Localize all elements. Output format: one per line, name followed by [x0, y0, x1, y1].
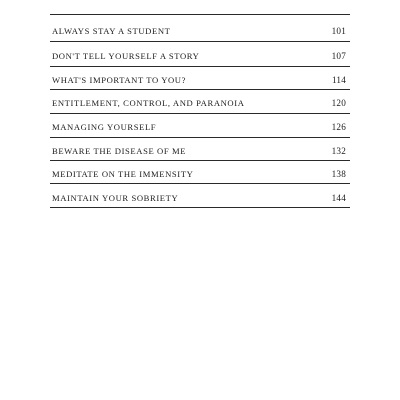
- toc-entry: [52, 121, 346, 133]
- divider: [50, 183, 350, 184]
- toc-entry: [52, 168, 346, 180]
- toc-entry-title: ALWAYS STAY A STUDENT: [52, 26, 171, 36]
- toc-entry-title: WHAT'S IMPORTANT TO YOU?: [52, 75, 187, 85]
- toc-entry-page: 120: [331, 98, 346, 108]
- toc-entry: [52, 97, 346, 109]
- toc-entry-page: 126: [331, 122, 346, 132]
- toc-entry-title: DON'T TELL YOURSELF A STORY: [52, 51, 200, 61]
- toc-entry: [52, 50, 346, 62]
- toc-entry-page: 101: [331, 26, 346, 36]
- divider: [50, 41, 350, 42]
- toc-entry-title: BEWARE THE DISEASE OF ME: [52, 146, 187, 156]
- toc-entry-page: 132: [331, 146, 346, 156]
- toc-entry-title: MAINTAIN YOUR SOBRIETY: [52, 193, 179, 203]
- toc-entry: [52, 145, 346, 157]
- toc-entry-page: 107: [331, 51, 346, 61]
- toc-entry-title: MANAGING YOURSELF: [52, 122, 157, 132]
- divider: [50, 137, 350, 138]
- toc-entry-page: 138: [331, 169, 346, 179]
- toc-entry-page: 144: [331, 193, 346, 203]
- divider: [50, 89, 350, 90]
- toc-entry-title: MEDITATE ON THE IMMENSITY: [52, 169, 194, 179]
- divider: [50, 207, 350, 208]
- divider: [50, 66, 350, 67]
- divider: [50, 113, 350, 114]
- toc-entry-page: 114: [331, 75, 346, 85]
- toc-entry-title: ENTITLEMENT, CONTROL, AND PARANOIA: [52, 98, 245, 108]
- divider: [50, 14, 350, 15]
- toc-entry: [52, 25, 346, 37]
- toc-entry: [52, 192, 346, 204]
- divider: [50, 160, 350, 161]
- toc-entry: [52, 74, 346, 86]
